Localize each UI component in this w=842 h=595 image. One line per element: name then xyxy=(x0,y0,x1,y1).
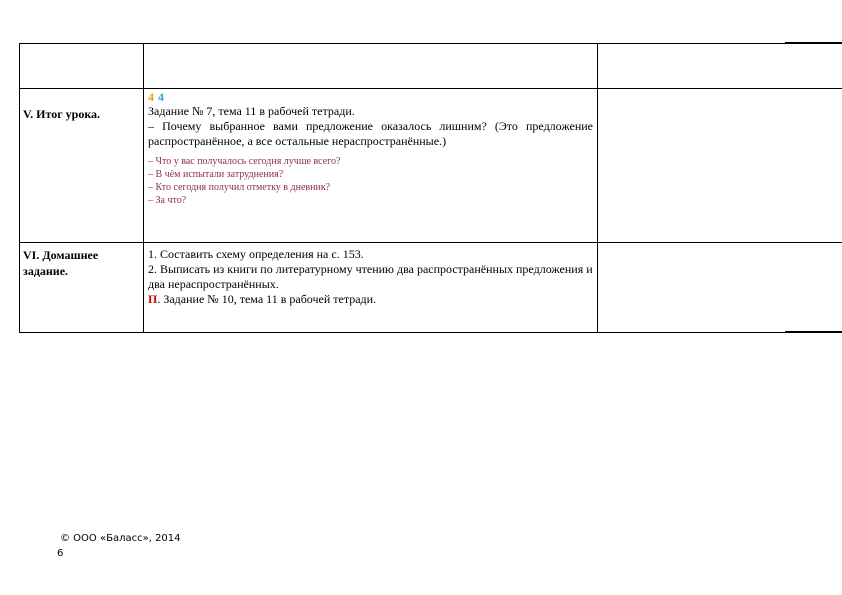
page-number: 6 xyxy=(57,548,64,559)
mark-badges xyxy=(148,91,593,104)
content-cell xyxy=(144,243,598,333)
notes-cell xyxy=(598,44,842,89)
task-text: Задание № 7, тема 11 в рабочей тетради. xyxy=(148,104,355,118)
homework-item: 2. Выписать из книги по литературному чтению два распространённых предложения и два нераспространённых. xyxy=(148,262,593,291)
table-row-summary xyxy=(20,89,842,243)
lesson-plan-table xyxy=(19,43,842,333)
mark-badge: 4 xyxy=(158,90,164,104)
footer-copyright: © ООО «Баласс», 2014 xyxy=(60,533,181,544)
list-item: – Кто сегодня получил отметку в дневник? xyxy=(148,182,331,193)
extra-marker: П xyxy=(148,292,158,306)
list-item: – Что у вас получалось сегодня лучше всего? xyxy=(148,156,341,167)
table-bottom-rule xyxy=(785,331,842,333)
list-item: – За что? xyxy=(148,195,187,206)
homework-extra xyxy=(148,292,593,307)
stage-cell xyxy=(20,89,144,243)
stage-cell xyxy=(20,243,144,333)
stage-cell xyxy=(20,44,144,89)
content-cell xyxy=(144,89,598,243)
homework-item: 1. Составить схему определения на с. 153. xyxy=(148,247,364,261)
reflection-list xyxy=(148,155,593,207)
notes-cell xyxy=(598,243,842,333)
mark-badge: 4 xyxy=(148,90,154,104)
content-cell xyxy=(144,44,598,89)
table-row xyxy=(20,44,842,89)
table-row-homework xyxy=(20,243,842,333)
list-item: – В чём испытали затруднения? xyxy=(148,169,284,180)
question-text: – Почему выбранное вами предложение оказалось лишним? (Это предложение распространённое, а все остальные нераспространённые.) xyxy=(148,119,593,148)
notes-cell xyxy=(598,89,842,243)
extra-text: . Задание № 10, тема 11 в рабочей тетради. xyxy=(157,292,377,306)
stage-label-homework: VI. Домашнее задание. xyxy=(23,248,99,278)
stage-label-summary: V. Итог урока. xyxy=(23,107,101,121)
